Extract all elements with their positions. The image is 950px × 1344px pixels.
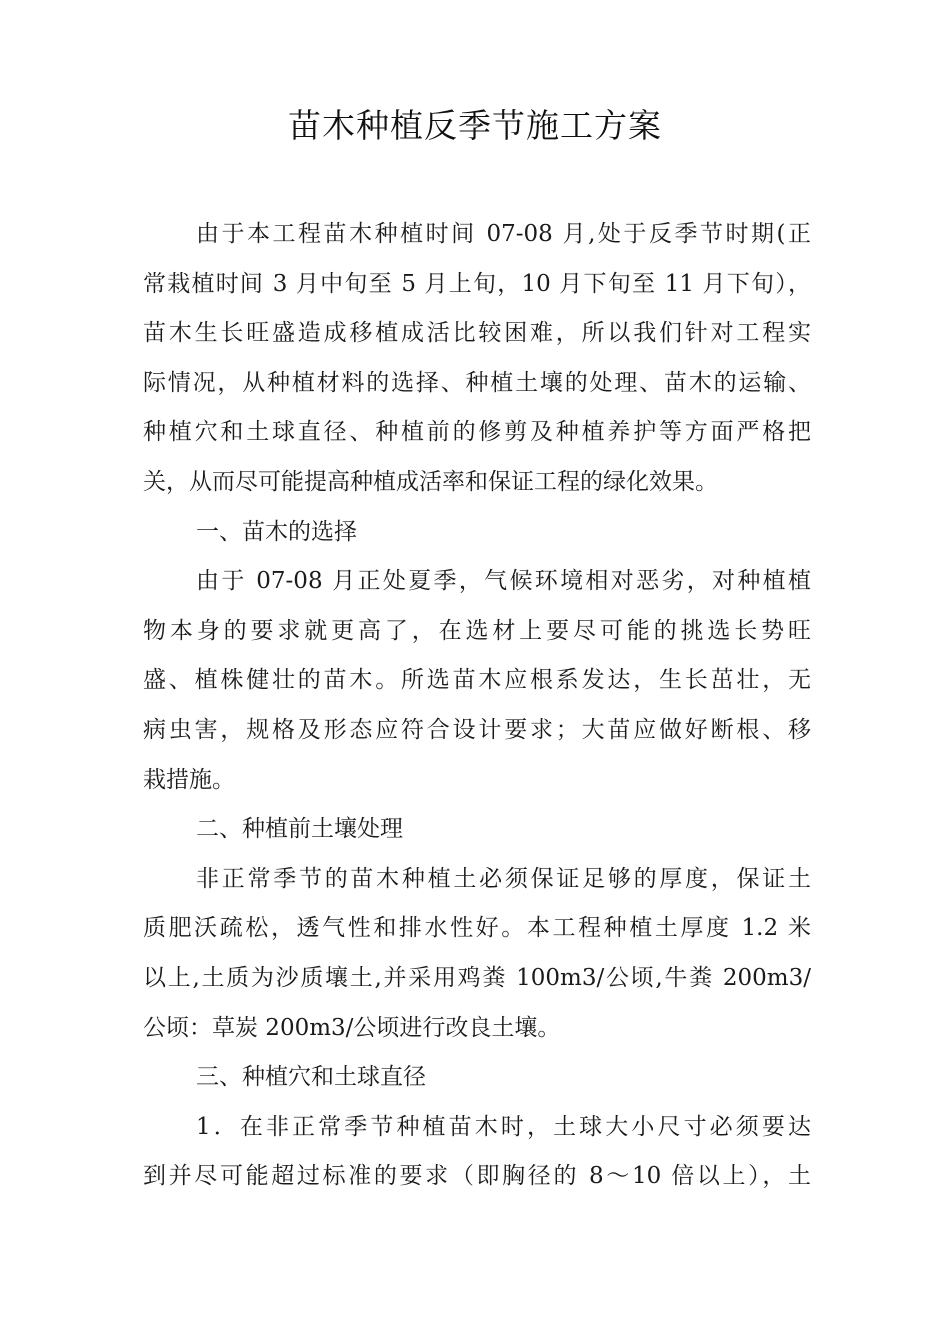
paragraph-2-line-4: 病虫害，规格及形态应符合设计要求；大苗应做好断根、移 xyxy=(143,716,811,743)
paragraph-1-line-1: 由于本工程苗木种植时间 07-08 月,处于反季节时期(正 xyxy=(196,221,811,247)
paragraph-4-line-2: 到并尽可能超过标准的要求（即胸径的 8～10 倍以上），土 xyxy=(143,1163,811,1190)
section-heading-2: 二、种植前土壤处理 xyxy=(196,816,403,843)
paragraph-2-line-2: 物本身的要求就更高了，在选材上要尽可能的挑选长势旺 xyxy=(143,617,811,644)
paragraph-2-line-3: 盛、植株健壮的苗木。所选苗木应根系发达，生长茁壮，无 xyxy=(143,667,811,694)
paragraph-2-line-1: 由于 07-08 月正处夏季，气候环境相对恶劣，对种植植 xyxy=(196,568,811,595)
paragraph-1-line-3: 苗木生长旺盛造成移植成活比较困难，所以我们针对工程实 xyxy=(143,320,811,347)
document-body xyxy=(143,210,811,1202)
paragraph-3-line-2: 质肥沃疏松，透气性和排水性好。本工程种植土厚度 1.2 米 xyxy=(143,915,811,942)
paragraph-3-line-4: 公顷：草炭 200m3/公顷进行改良土壤。 xyxy=(143,1014,561,1041)
paragraph-3-line-1: 非正常季节的苗木种植土必须保证足够的厚度，保证土 xyxy=(196,865,811,892)
paragraph-1-line-2: 常栽植时间 3 月中旬至 5 月上旬，10 月下旬至 11 月下旬）， xyxy=(143,270,811,297)
section-heading-3: 三、种植穴和土球直径 xyxy=(196,1064,426,1091)
document-title: 苗木种植反季节施工方案 xyxy=(288,106,662,145)
paragraph-1-line-5: 种植穴和土球直径、种植前的修剪及种植养护等方面严格把 xyxy=(143,419,811,446)
paragraph-1-line-4: 际情况，从种植材料的选择、种植土壤的处理、苗木的运输、 xyxy=(143,369,811,396)
paragraph-1-line-6: 关，从而尽可能提高种植成活率和保证工程的绿化效果。 xyxy=(143,468,718,495)
paragraph-4-line-1: 1．在非正常季节种植苗木时，土球大小尺寸必须要达 xyxy=(196,1113,811,1140)
paragraph-3-line-3: 以上,土质为沙质壤土,并采用鸡粪 100m3/公顷,牛粪 200m3/ xyxy=(143,964,811,991)
section-heading-1: 一、苗木的选择 xyxy=(196,518,357,545)
paragraph-2-line-5: 栽措施。 xyxy=(143,766,235,793)
